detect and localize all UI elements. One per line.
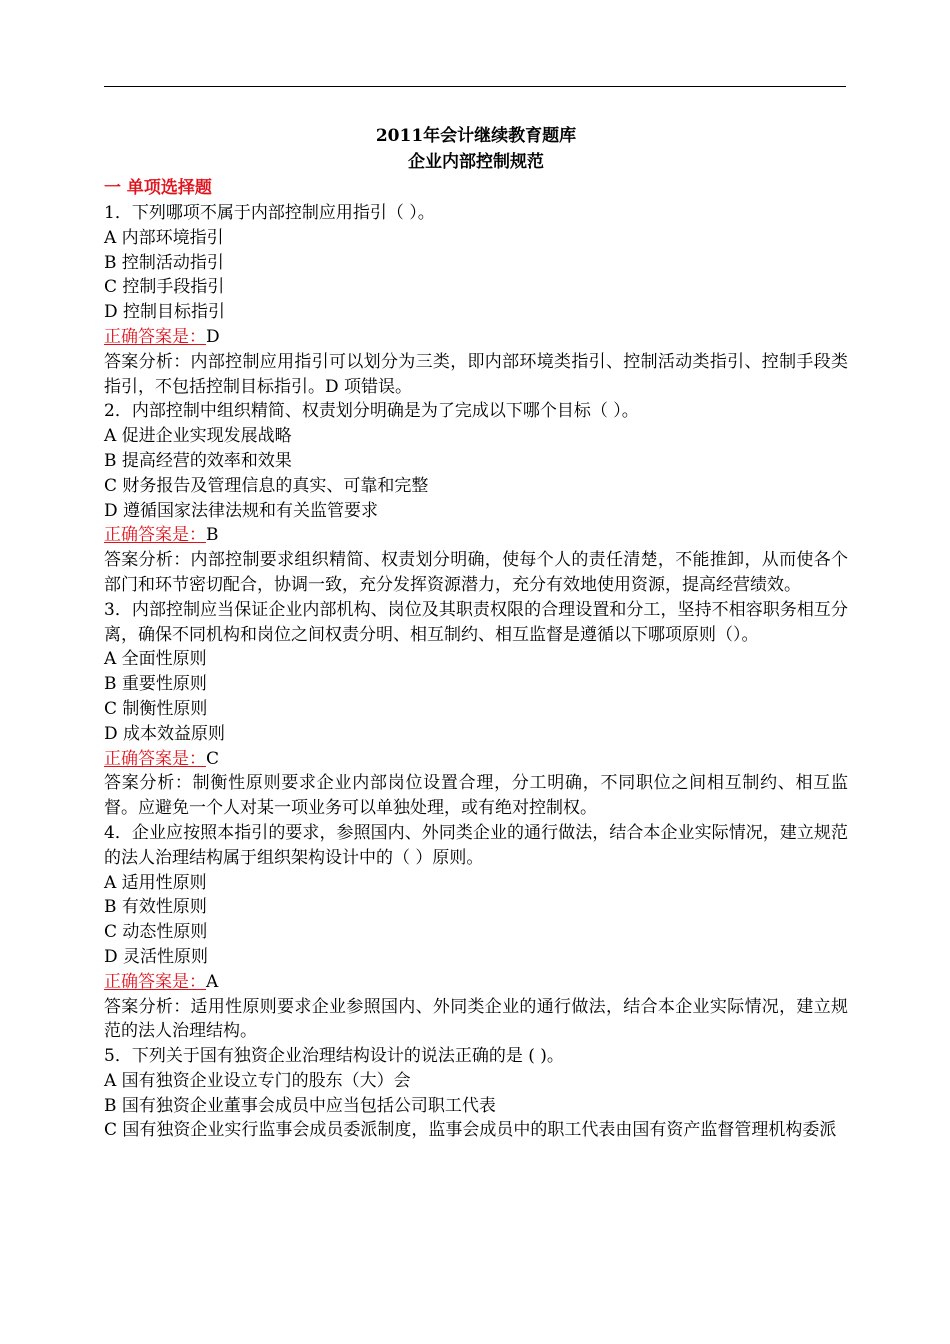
document-body [104, 123, 848, 1143]
answer-value: C [206, 748, 220, 769]
option-b: B 国有独资企业董事会成员中应当包括公司职工代表 [104, 1095, 496, 1116]
option-c: C 国有独资企业实行监事会成员委派制度，监事会成员中的职工代表由国有资产监督管理机构委派 [104, 1120, 837, 1141]
option-b: B 重要性原则 [104, 674, 207, 695]
answer-label: 正确答案是： [104, 971, 206, 992]
option-c: C 财务报告及管理信息的真实、可靠和完整 [104, 475, 429, 496]
answer-line [104, 325, 848, 350]
answer-analysis: 答案分析：内部控制要求组织精简、权责划分明确，使每个人的责任清楚，不能推卸，从而使各个部门和环节密切配合，协调一致，充分发挥资源潜力，充分有效地使用资源，提高经营绩效。 [104, 550, 848, 595]
doc-title: 2011年会计继续教育题库 [375, 126, 577, 146]
header-rule [104, 86, 846, 87]
option-c: C 制衡性原则 [104, 698, 208, 719]
answer-label: 正确答案是： [104, 525, 206, 546]
question-text: 4．企业应按照本指引的要求，参照国内、外同类企业的通行做法，结合本企业实际情况，建立规范的法人治理结构属于组织架构设计中的（ ）原则。 [104, 822, 848, 868]
answer-line [104, 970, 848, 995]
option-d: D 控制目标指引 [104, 302, 226, 323]
option-c: C 控制手段指引 [104, 277, 225, 298]
option-a: A 国有独资企业设立专门的股东（大）会 [104, 1070, 411, 1091]
option-d: D 灵活性原则 [104, 946, 209, 967]
option-b: B 控制活动指引 [104, 252, 224, 273]
question-block [104, 598, 848, 821]
option-a: A 促进企业实现发展战略 [104, 426, 292, 447]
question-block [104, 399, 848, 597]
answer-line [104, 523, 848, 548]
answer-value: B [206, 525, 219, 546]
answer-label: 正确答案是： [104, 748, 206, 769]
option-d: D 遵循国家法律法规和有关监管要求 [104, 500, 379, 521]
option-c: C 动态性原则 [104, 922, 208, 943]
answer-analysis: 答案分析：制衡性原则要求企业内部岗位设置合理，分工明确，不同职位之间相互制约、相互监督。应避免一个人对某一项业务可以单独处理，或有绝对控制权。 [104, 773, 848, 819]
answer-value: D [206, 326, 220, 347]
answer-value: A [206, 971, 219, 992]
answer-analysis: 答案分析：内部控制应用指引可以划分为三类，即内部环境类指引、控制活动类指引、控制手段类指引，不包括控制目标指引。D 项错误。 [104, 351, 848, 397]
option-a: A 全面性原则 [104, 649, 207, 670]
question-block [104, 821, 848, 1044]
option-a: A 内部环境指引 [104, 227, 224, 248]
option-b: B 提高经营的效率和效果 [104, 450, 292, 471]
option-a: A 适用性原则 [104, 872, 207, 893]
section-title: 一 单项选择题 [104, 178, 212, 198]
answer-analysis: 答案分析：适用性原则要求企业参照国内、外同类企业的通行做法，结合本企业实际情况，建立规范的法人治理结构。 [104, 996, 848, 1042]
question-text: 2．内部控制中组织精简、权责划分明确是为了完成以下哪个目标（ ）。 [104, 401, 639, 422]
question-block [104, 201, 848, 399]
answer-label: 正确答案是： [104, 326, 206, 347]
option-b: B 有效性原则 [104, 897, 207, 918]
question-text: 5．下列关于国有独资企业治理结构设计的说法正确的是 ( )。 [104, 1046, 564, 1067]
option-d: D 成本效益原则 [104, 723, 226, 744]
question-text: 1．下列哪项不属于内部控制应用指引（ ）。 [104, 203, 435, 223]
answer-line [104, 747, 848, 772]
doc-subtitle: 企业内部控制规范 [408, 152, 544, 172]
question-text: 3．内部控制应当保证企业内部机构、岗位及其职责权限的合理设置和分工，坚持不相容职务相互分离，确保不同机构和岗位之间权责分明、相互制约、相互监督是遵循以下哪项原则（）。 [104, 599, 848, 645]
question-block [104, 1044, 848, 1143]
